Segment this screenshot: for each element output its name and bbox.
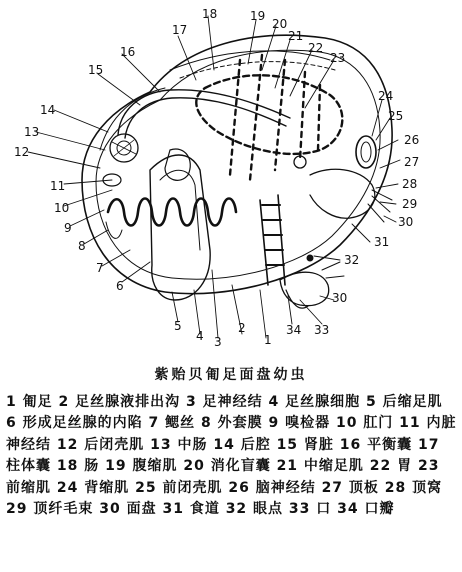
byssal-gland: [165, 149, 190, 180]
label-16: 16: [120, 45, 136, 59]
label-20: 20: [272, 17, 288, 31]
label-7: 7: [96, 261, 104, 275]
label-1: 1: [264, 333, 272, 347]
figure-caption: 紫贻贝匍足面盘幼虫: [154, 367, 308, 383]
label-17: 17: [172, 23, 188, 37]
label-24: 24: [378, 89, 394, 103]
label-11: 11: [50, 179, 66, 193]
anterior-adductor: [356, 136, 376, 168]
label-5: 5: [174, 319, 182, 333]
label-26: 26: [404, 133, 420, 147]
label-14: 14: [40, 103, 56, 117]
figure-legend: 1 匍足 2 足丝腺液排出沟 3 足神经结 4 足丝腺细胞 5 后缩足肌 6 形成足丝腺的内陷 7 鳃丝 8 外套膜 9 嗅检器 10 肛门 11 内脏神经结 12 后闭壳肌 13 中肠 14 后腔 15 肾脏 16 平衡囊 17 柱体囊 18 肠 19 腹缩肌 20 消化盲囊 21 中缩足肌 22 胃 23 前缩肌 24 背缩肌 25 前闭壳肌 26 脑神经结 27 顶板 28 顶窝 29 顶纤毛束 30 面盘 31 食道 32 眼点 33 口 34 口瓣: [6, 394, 457, 518]
label-31: 31: [374, 235, 390, 249]
label-34: 34: [286, 323, 302, 337]
label-27: 27: [404, 155, 420, 169]
label-23: 23: [330, 51, 346, 65]
label-21: 21: [288, 29, 304, 43]
intestine: [118, 90, 290, 135]
esophagus: [260, 195, 285, 285]
velum-lower: [280, 272, 329, 305]
label-22: 22: [308, 41, 324, 55]
label-4: 4: [196, 329, 204, 343]
label-28: 28: [402, 177, 418, 191]
label-32: 32: [344, 253, 360, 267]
label-30-upper: 30: [398, 215, 414, 229]
label-15: 15: [88, 63, 104, 77]
gill-filaments: [108, 199, 236, 226]
label-10: 10: [54, 201, 70, 215]
label-25: 25: [388, 109, 404, 123]
label-29: 29: [402, 197, 418, 211]
label-6: 6: [116, 279, 124, 293]
label-19: 19: [250, 9, 266, 23]
eye-spot: [307, 255, 313, 261]
label-9: 9: [64, 221, 72, 235]
label-13: 13: [24, 125, 40, 139]
label-33: 33: [314, 323, 330, 337]
label-18: 18: [202, 7, 218, 21]
label-30-lower: 30: [332, 291, 348, 305]
label-12: 12: [14, 145, 30, 159]
label-8: 8: [78, 239, 86, 253]
label-3: 3: [214, 335, 222, 349]
label-2: 2: [238, 321, 246, 335]
